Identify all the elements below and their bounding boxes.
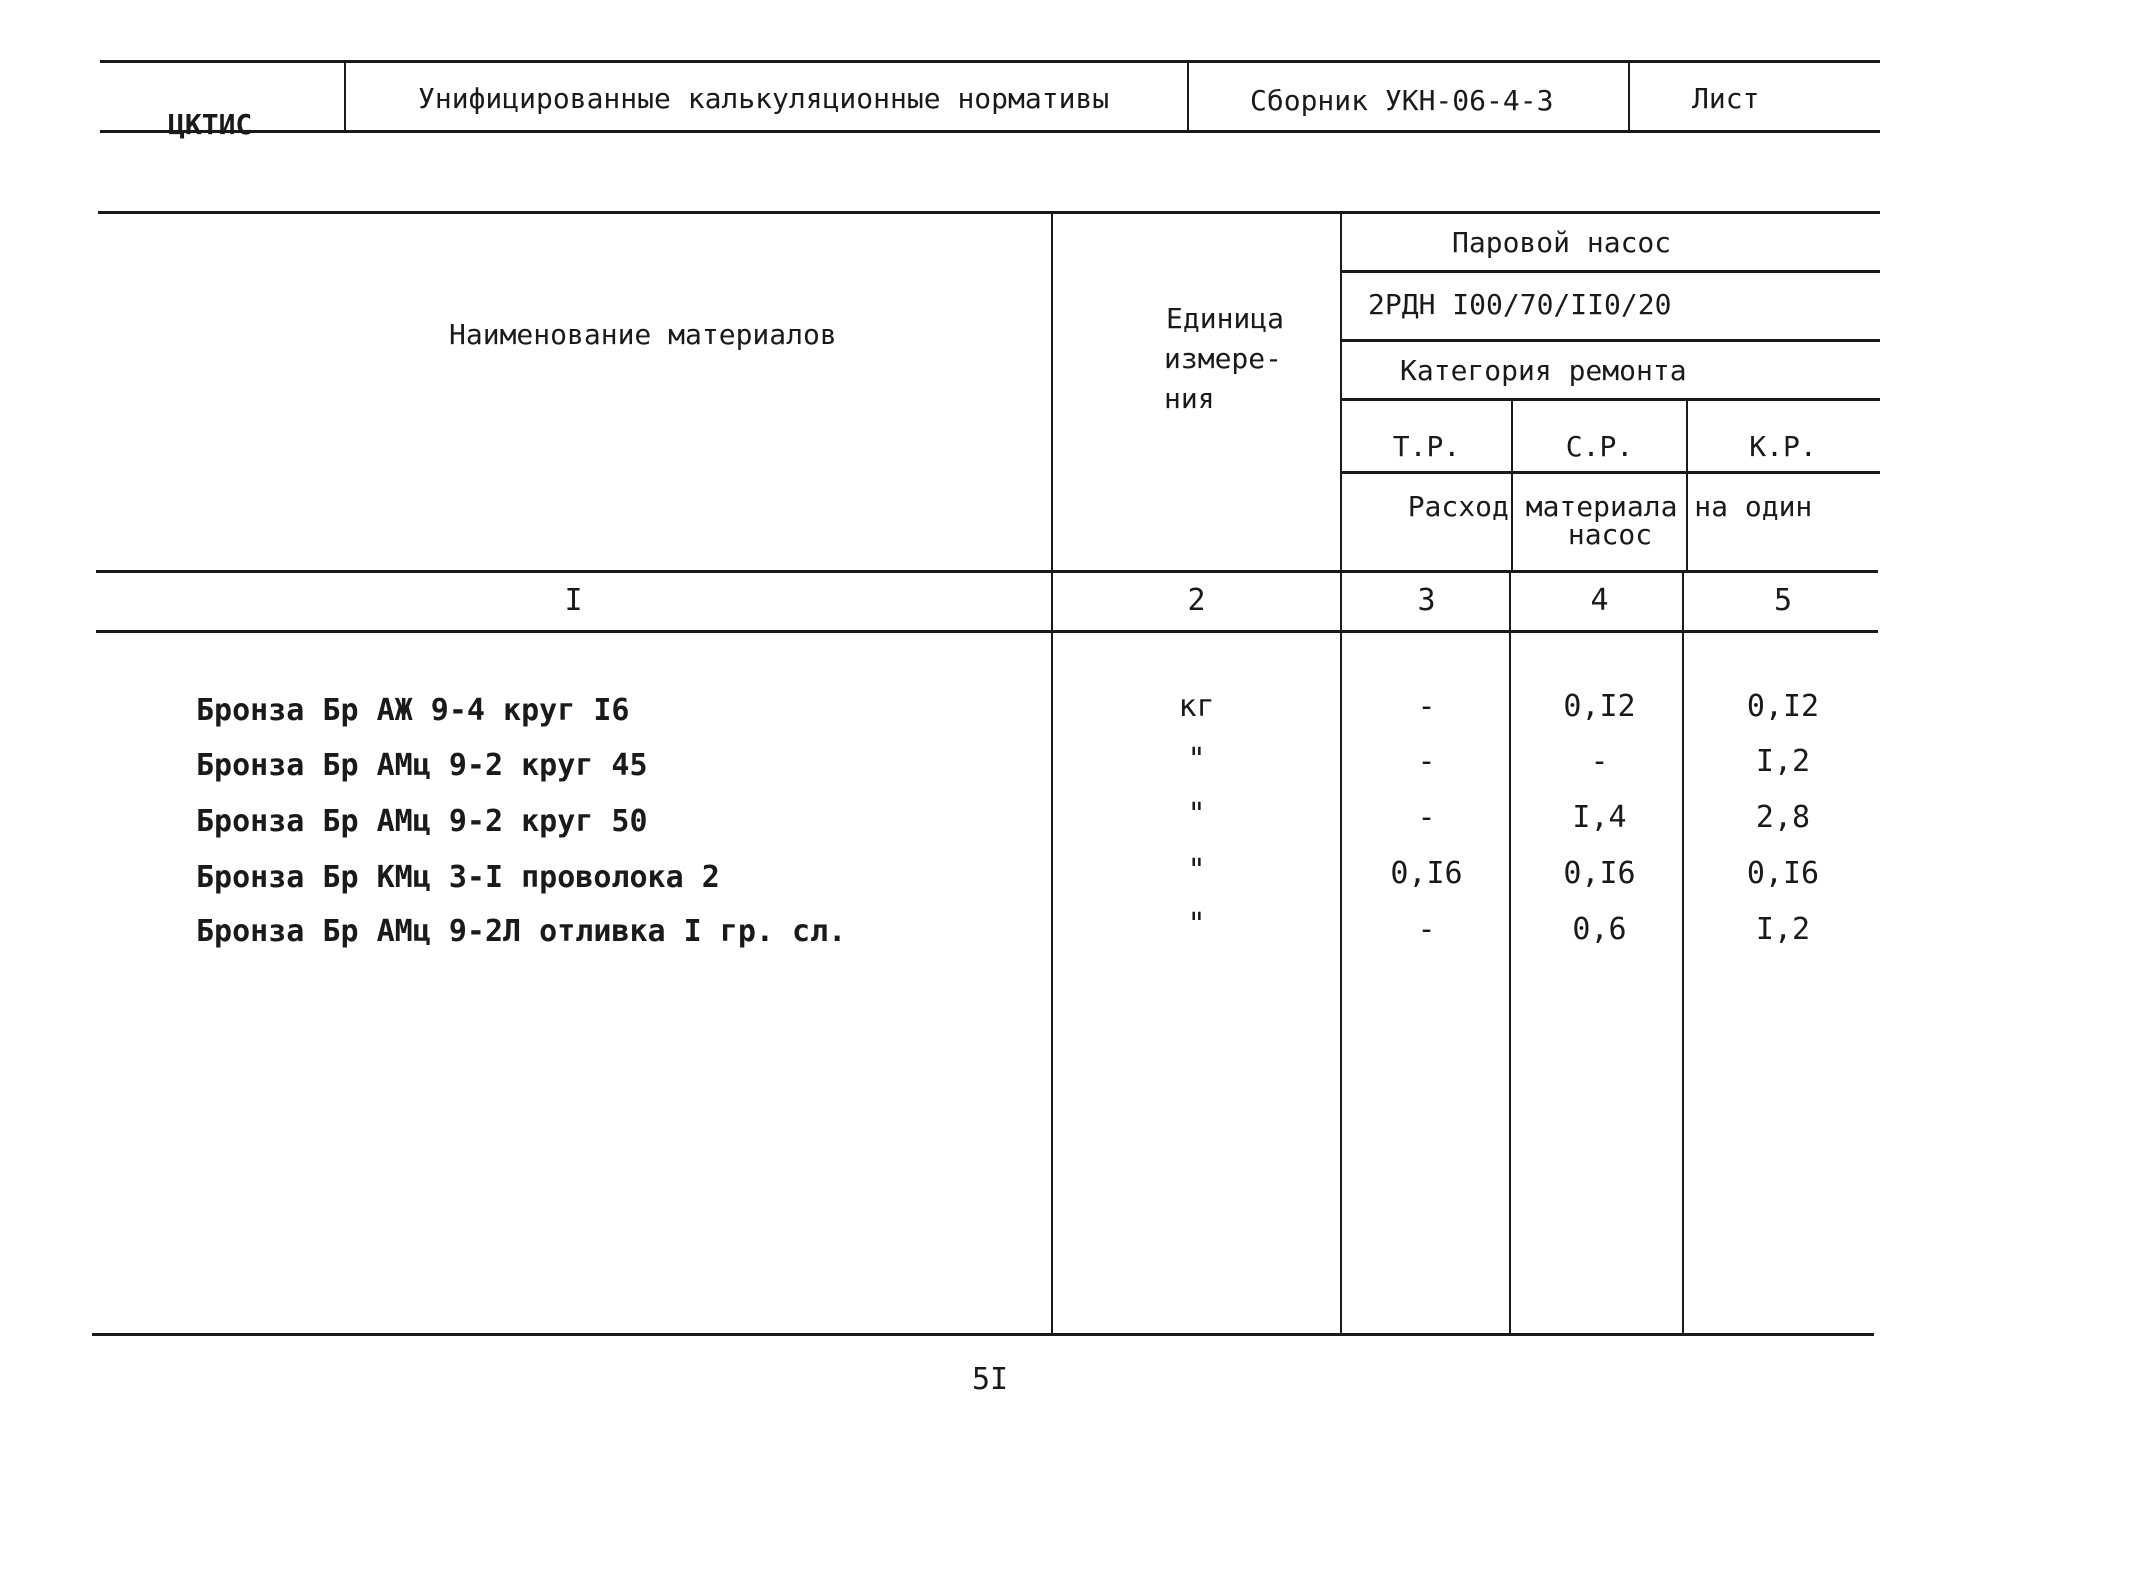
row-sr: I,4 <box>1572 800 1627 835</box>
unit-header-line-1: Единица <box>1166 302 1285 335</box>
row-sr: - <box>1590 744 1609 779</box>
col-divider-3-body <box>1509 571 1511 1335</box>
row-sr: 0,6 <box>1572 912 1627 947</box>
page-number: 5I <box>972 1362 1009 1397</box>
column-number-3: 3 <box>1417 583 1436 618</box>
row-unit: " <box>1187 742 1206 777</box>
column-number-2: 2 <box>1187 583 1206 618</box>
row-tr: - <box>1417 689 1436 724</box>
row-material-name: Бронза Бр АЖ 9-4 круг I6 <box>196 693 630 728</box>
row-unit: " <box>1187 853 1206 888</box>
consumption-line-1: Расход материала на один <box>1407 490 1813 523</box>
pump-type-line <box>1342 270 1880 273</box>
row-sr: 0,I6 <box>1563 856 1636 891</box>
row-unit: " <box>1187 907 1206 942</box>
column-numbers-line <box>96 630 1878 633</box>
unit-header-line-3: ния <box>1164 382 1215 415</box>
row-tr: - <box>1417 912 1436 947</box>
row-kr: 0,I2 <box>1746 689 1820 724</box>
repair-category: Категория ремонта <box>1400 354 1687 387</box>
pump-model: 2РДН I00/70/II0/20 <box>1368 288 1672 321</box>
category-kr: К.Р. <box>1749 430 1817 463</box>
row-unit: кг <box>1178 689 1215 724</box>
material-name-header: Наименование материалов <box>449 318 837 351</box>
header-divider-2 <box>1187 60 1189 130</box>
row-kr: I,2 <box>1755 744 1811 779</box>
row-kr: 0,I6 <box>1746 856 1820 891</box>
row-kr: I,2 <box>1755 912 1811 947</box>
row-sr: 0,I2 <box>1563 689 1636 724</box>
consumption-line-2: насос <box>1567 518 1653 551</box>
row-material-name: Бронза Бр КМц 3-I проволока 2 <box>196 860 720 895</box>
repair-category-line <box>1342 398 1880 401</box>
header-sheet-label: Лист <box>1692 82 1760 115</box>
row-material-name: Бронза Бр АМц 9-2 круг 45 <box>196 748 648 783</box>
category-tr: Т.Р. <box>1392 430 1461 463</box>
categories-line <box>1342 471 1880 474</box>
header-bottom-table-line <box>96 570 1878 573</box>
row-unit: " <box>1187 797 1206 832</box>
pump-model-line <box>1342 339 1880 342</box>
column-number-1: I <box>564 583 583 618</box>
header-org: ЦКТИС <box>168 108 253 141</box>
header-bottom-line <box>100 130 1880 133</box>
header-divider-1 <box>344 62 346 130</box>
column-number-5: 5 <box>1773 583 1793 618</box>
header-title: Унифицированные калькуляционные нормативы <box>418 82 1110 115</box>
pump-type: Паровой насос <box>1452 226 1672 259</box>
unit-header-line-2: измере- <box>1164 342 1283 375</box>
row-tr: - <box>1417 800 1436 835</box>
col-divider-4-body <box>1682 571 1684 1335</box>
table-top-line <box>98 211 1880 214</box>
column-number-4: 4 <box>1590 583 1609 618</box>
row-material-name: Бронза Бр АМц 9-2 круг 50 <box>196 804 648 839</box>
table-bottom-line <box>92 1333 1874 1336</box>
row-material-name: Бронза Бр АМц 9-2Л отливка I гр. сл. <box>196 914 847 949</box>
header-collection: Сборник УКН-06-4-3 <box>1250 84 1554 117</box>
row-tr: 0,I6 <box>1390 856 1463 891</box>
header-divider-3 <box>1628 60 1630 130</box>
row-kr: 2,8 <box>1755 800 1811 835</box>
category-sr: С.Р. <box>1565 430 1634 463</box>
header-top-line <box>100 60 1880 63</box>
row-tr: - <box>1417 744 1436 779</box>
